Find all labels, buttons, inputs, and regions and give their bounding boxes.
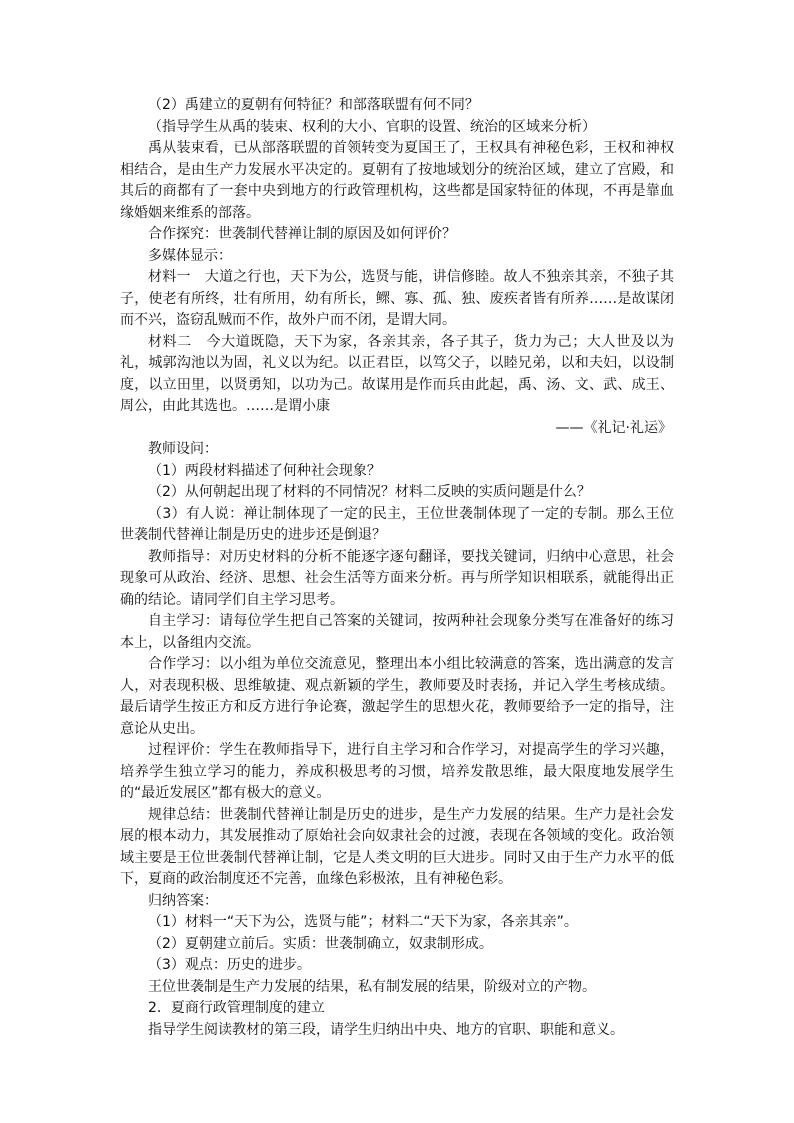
- analysis-paragraph: 禹从装束看，已从部落联盟的首领转变为夏国王了，王权具有神秘色彩，王权和神权相结合，是由生产力发展水平决定的。夏朝有了按地域划分的统治区域，建立了宫殿，和其后的商都有了一套中央到地方的行政管理机构，这些都是国家特征的体现，不再是靠血缘婚姻来维系的部落。: [120, 140, 674, 221]
- conclusion: 王位世袭制是生产力发展的结果，私有制发展的结果，阶级对立的产物。: [148, 978, 596, 995]
- multimedia-display: 多媒体显示：: [148, 247, 232, 264]
- citation: ——《礼记·礼运》: [555, 419, 672, 436]
- teacher-questions-heading: 教师设问：: [148, 441, 218, 457]
- teacher-question-1: （1）两段材料描述了何种社会现象？: [148, 462, 381, 479]
- process-evaluation: 过程评价：学生在教师指导下，进行自主学习和合作学习，对提高学生的学习兴趣，培养学生独立学习的能力，养成积极思考的习惯，培养发散思维，最大限度地发展学生的“最近发展区”都有极大的意义。: [120, 742, 674, 801]
- self-study: 自主学习：请每位学生把自己答案的关键词，按两种社会现象分类写在准备好的练习本上，以备组内交流。: [120, 613, 674, 651]
- document-body: [120, 95, 674, 1041]
- answer-3: （3）观点：历史的进步。: [148, 957, 311, 973]
- guidance-note: （指导学生从禹的装束、权利的大小、官职的设置、统治的区域来分析）: [148, 118, 596, 135]
- teacher-question-2: （2）从何朝起出现了材料的不同情况？材料二反映的实质问题是什么？: [148, 484, 591, 500]
- teacher-question-3: （3）有人说：禅让制体现了一定的民主，王位世袭制体现了一定的专制。那么王位世袭制代替禅让制是历史的进步还是倒退？: [120, 505, 674, 543]
- cooperative-inquiry: 合作探究：世袭制代替禅让制的原因及如何评价？: [148, 226, 456, 242]
- question-2: （2）禹建立的夏朝有何特征？和部落联盟有何不同？: [148, 97, 479, 113]
- teacher-guidance: 教师指导：对历史材料的分析不能逐字逐句翻译，要找关键词，归纳中心意思，社会现象可从政治、经济、思想、社会生活等方面来分析。再与所学知识相联系，就能得出正确的结论。请同学们自主学习思考。: [120, 548, 674, 608]
- section-2-instruction: 指导学生阅读教材的第三段，请学生归纳出中央、地方的官职、职能和意义。: [148, 1021, 624, 1038]
- section-2-heading: 2．夏商行政管理制度的建立: [148, 1000, 325, 1016]
- rule-summary: 规律总结：世袭制代替禅让制是历史的进步，是生产力发展的结果。生产力是社会发展的根本动力，其发展推动了原始社会向奴隶社会的过渡，表现在各领域的变化。政治领域主要是王位世袭制代替禅让制，它是人类文明的巨大进步。同时又由于生产力水平的低下，夏商的政治制度还不完善，血缘色彩极浓，且有神秘色彩。: [120, 806, 674, 887]
- material-one: 材料一 大道之行也，天下为公，选贤与能，讲信修睦。故人不独亲其亲，不独子其子，使老有所终，壮有所用，幼有所长，鳏、寡、孤、独、废疾者皆有所养……是故谋闭而不兴，盗窃乱贼而不作，故外户而不闭，是谓大同。: [120, 269, 674, 328]
- answers-heading: 归纳答案：: [148, 892, 218, 909]
- group-study: 合作学习：以小组为单位交流意见，整理出本小组比较满意的答案，选出满意的发言人，对表现积极、思维敏捷、观点新颖的学生，教师要及时表扬，并记入学生考核成绩。最后请学生按正方和反方进行争论赛，激起学生的思想火花，教师要给予一定的指导，注意论从史出。: [120, 656, 674, 737]
- answer-1: （1）材料一“天下为公，选贤与能”；材料二“天下为家，各亲其亲”。: [148, 914, 578, 930]
- material-two: 材料二 今大道既隐，天下为家，各亲其亲，各子其子，货力为己；大人世及以为礼，城郭沟池以为固，礼义以为纪。以正君臣，以笃父子，以睦兄弟，以和夫妇，以设制度，以立田里，以贤勇知，以功为己。故谋用是作而兵由此起，禹、汤、文、武、成王、周公，由此其选也。……是谓小康: [120, 333, 674, 414]
- answer-2: （2）夏朝建立前后。实质：世袭制确立，奴隶制形成。: [148, 935, 493, 952]
